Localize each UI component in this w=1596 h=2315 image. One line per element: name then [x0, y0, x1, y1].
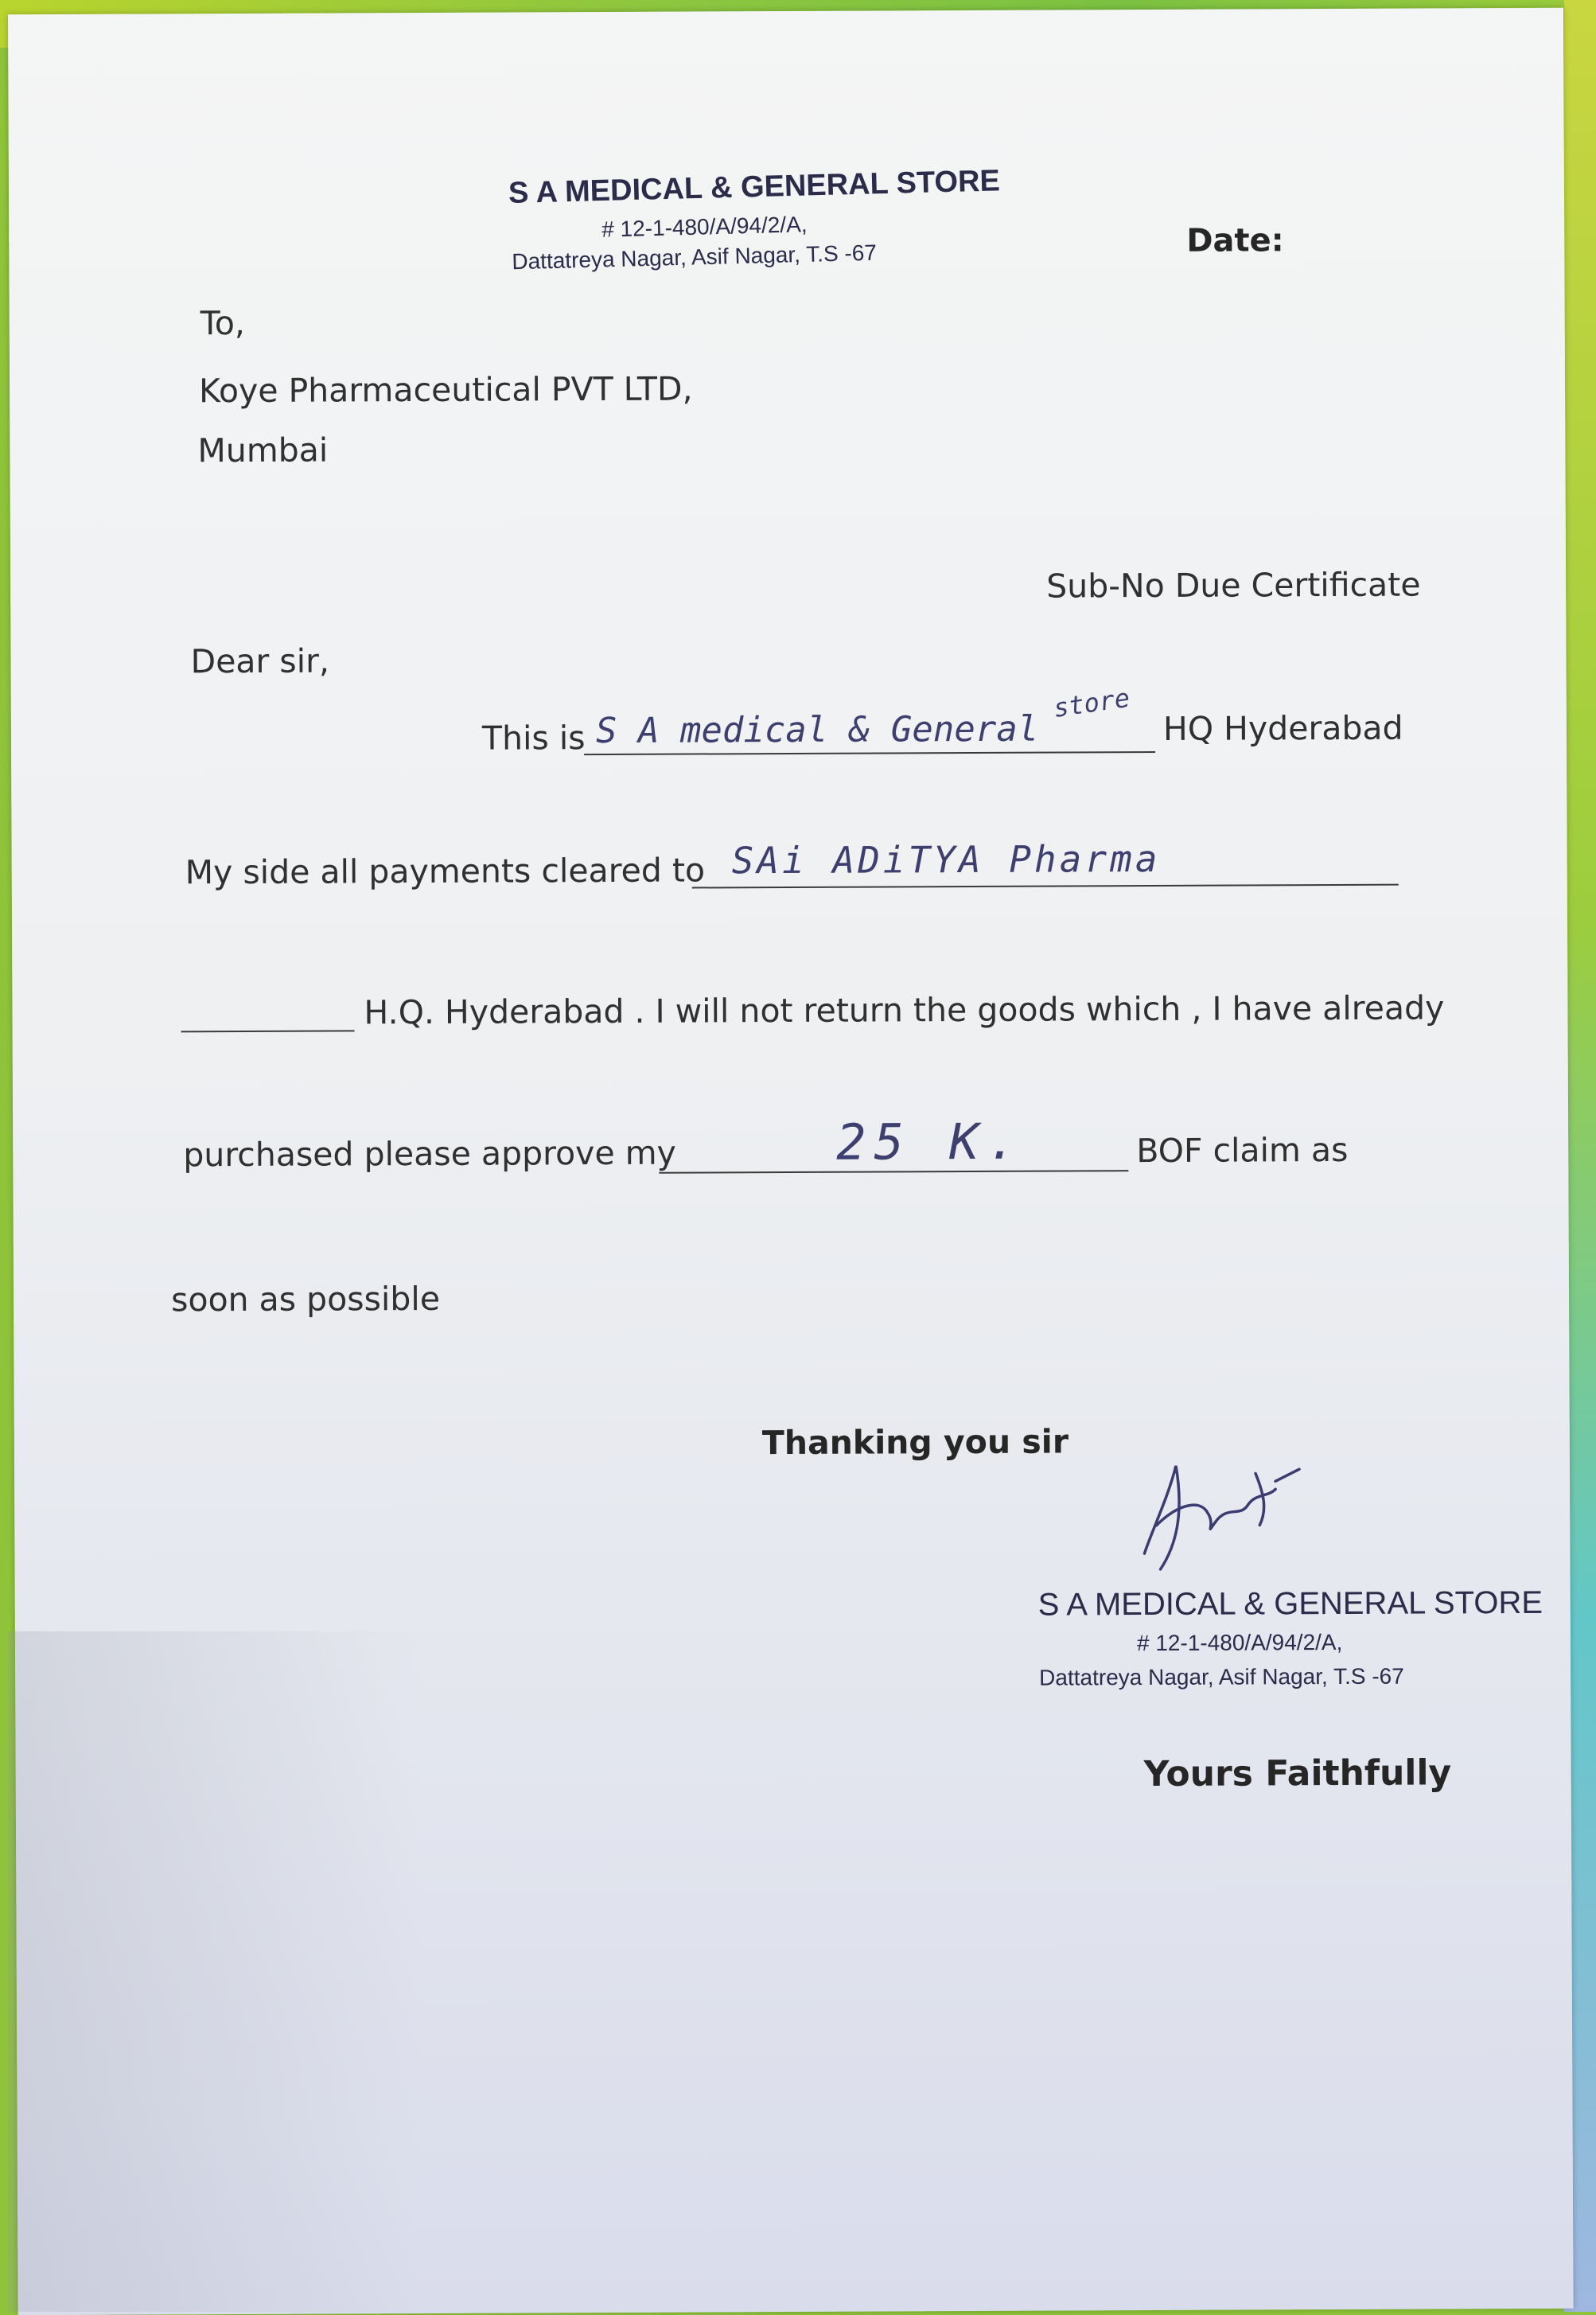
page-shadow — [8, 1631, 422, 2312]
recipient-city: Mumbai — [197, 431, 329, 470]
subject-line: Sub-No Due Certificate — [1046, 565, 1421, 606]
closing-line: Yours Faithfully — [1143, 1752, 1452, 1795]
handwritten-distributor: SAi ADiTYA Pharma — [731, 836, 1161, 883]
letterhead-address-line1: # 12-1-480/A/94/2/A, — [601, 212, 808, 242]
body-this-is: This is — [481, 719, 586, 758]
body-hq-line: H.Q. Hyderabad . I will not return the goods which , I have already — [364, 988, 1445, 1032]
handwritten-store-name: S A medical & General — [595, 708, 1039, 752]
thanks-line: Thanking you sir — [761, 1422, 1069, 1463]
signature — [1128, 1449, 1312, 1577]
body-hq-hyderabad: HQ Hyderabad — [1162, 708, 1403, 748]
body-soon: soon as possible — [170, 1279, 441, 1319]
to-label: To, — [200, 303, 246, 343]
salutation: Dear sir, — [190, 641, 330, 681]
handwritten-store-word: store — [1051, 682, 1132, 724]
stamp-address-line1: # 12-1-480/A/94/2/A, — [1136, 1629, 1343, 1656]
letterhead-store-name: S A MEDICAL & GENERAL STORE — [508, 164, 1001, 210]
body-purchased: purchased please approve my — [183, 1133, 676, 1175]
body-payments-cleared: My side all payments cleared to — [185, 851, 706, 892]
blank-line-distributor — [692, 884, 1399, 889]
recipient-company: Koye Pharmaceutical PVT LTD, — [198, 369, 693, 411]
date-label: Date: — [1186, 222, 1284, 259]
letterhead-address-line2: Dattatreya Nagar, Asif Nagar, T.S -67 — [512, 240, 878, 275]
blank-line-hq — [181, 1030, 355, 1032]
blank-line-store — [584, 751, 1155, 755]
handwritten-amount: 25 K. — [836, 1112, 1025, 1171]
stamp-address-line2: Dattatreya Nagar, Asif Nagar, T.S -67 — [1039, 1663, 1404, 1690]
body-bof-claim: BOF claim as — [1136, 1130, 1349, 1171]
stamp-store-name: S A MEDICAL & GENERAL STORE — [1037, 1584, 1543, 1623]
